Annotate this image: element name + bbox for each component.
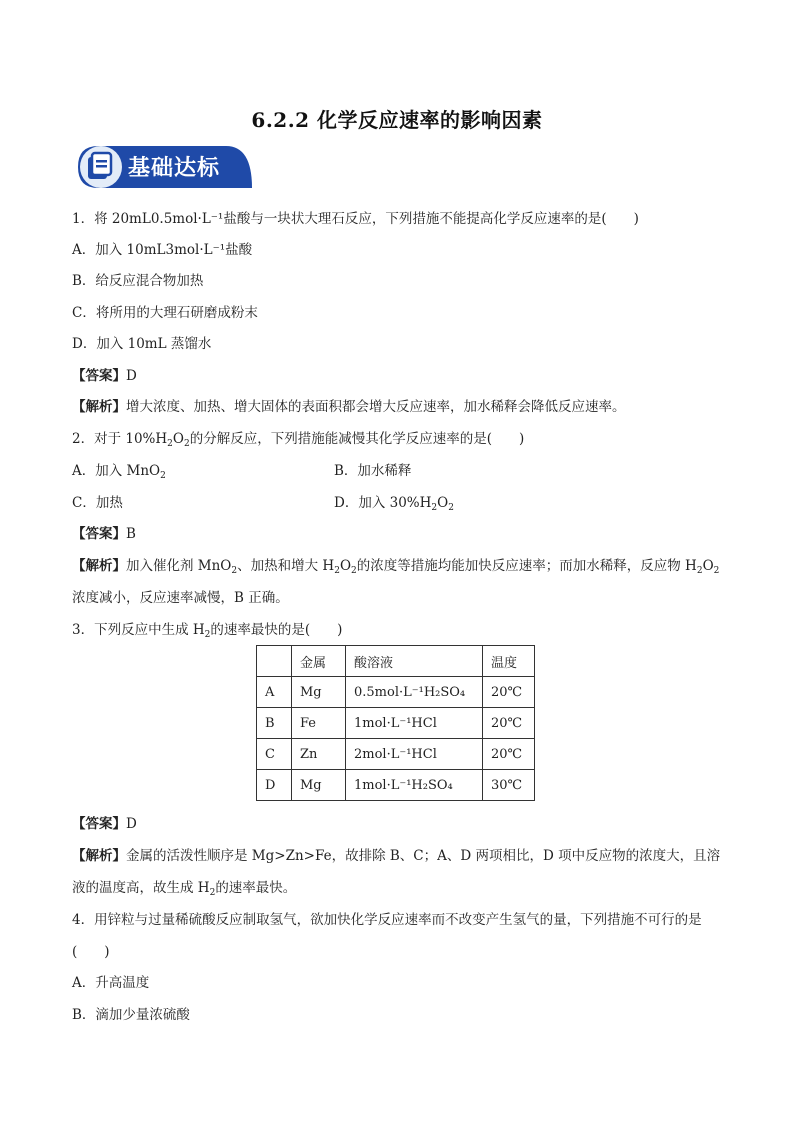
q2-analysis-cont: 浓度减小，反应速率减慢，B 正确。 xyxy=(72,590,289,606)
q1-stem: 1．将 20mL0.5mol·L⁻¹盐酸与一块状大理石反应，下列措施不能提高化学反应速率的是( ) xyxy=(72,211,639,227)
subscript: 2 xyxy=(160,471,166,481)
subscript: 2 xyxy=(351,566,357,576)
subscript: 2 xyxy=(231,566,238,576)
analysis-text: 液的温度高，故生成 H xyxy=(72,880,210,896)
table-cell: C xyxy=(257,739,292,770)
header-cell xyxy=(257,646,292,677)
subscript: 2 xyxy=(448,503,454,513)
option-text: D．加入 30%H xyxy=(334,495,432,511)
answer-value: D xyxy=(126,816,137,832)
table-header-row xyxy=(257,646,535,677)
q4-option-b: B．滴加少量浓硫酸 xyxy=(72,1007,190,1023)
section-banner xyxy=(76,142,254,192)
stem-part: 的速率最快的是( ) xyxy=(210,622,343,638)
table-cell: 2mol·L⁻¹HCl xyxy=(346,739,483,770)
q2-option-b: B．加水稀释 xyxy=(334,463,412,479)
banner-label: 基础达标 xyxy=(128,156,221,181)
page-title: 6.2.2 化学反应速率的影响因素 xyxy=(251,108,543,132)
answer-value: B xyxy=(126,526,136,542)
header-cell: 金属 xyxy=(292,646,346,677)
table-cell: 30℃ xyxy=(483,770,535,801)
analysis-text: 加入催化剂 MnO xyxy=(126,558,232,574)
answer-tag: 【答案】 xyxy=(72,816,126,832)
subscript: 2 xyxy=(167,439,173,449)
table-cell: A xyxy=(257,677,292,708)
q2-analysis: 【解析】加入催化剂 MnO$_2$、加热和增大 $H_2O_2$的浓度等措施均能加快反应速率；而加水稀释，反应物 $H_2O_2$ xyxy=(72,558,720,576)
analysis-text: 的速率最快。 xyxy=(215,880,297,896)
q1-option-a: A．加入 10mL3mol·L⁻¹盐酸 xyxy=(72,242,253,258)
subscript: 2 xyxy=(696,566,703,576)
answer-value: D xyxy=(126,368,137,384)
q1-option-c: C．将所用的大理石研磨成粉末 xyxy=(72,305,258,321)
subscript: 2 xyxy=(334,566,340,576)
analysis-text: 、加热和增大 H xyxy=(237,558,335,574)
analysis-tag: 【解析】 xyxy=(72,848,126,864)
q3-analysis-cont xyxy=(72,878,296,903)
table-cell: 20℃ xyxy=(483,677,535,708)
table-cell: Zn xyxy=(292,739,346,770)
q3-analysis xyxy=(72,846,720,866)
analysis-text: 增大浓度、加热、增大固体的表面积都会增大反应速率，加水稀释会降低反应速率。 xyxy=(126,399,626,415)
table-cell: 0.5mol·L⁻¹H₂SO₄ xyxy=(346,677,483,708)
q2-option-d: D．加入 $30\%H_2O_2$ xyxy=(334,495,454,513)
stem-part: 2．对于 10%H xyxy=(72,431,168,447)
q2-answer xyxy=(72,524,136,544)
subscript: 2 xyxy=(204,630,211,640)
q1-analysis xyxy=(72,397,626,417)
analysis-text: 金属的活泼性顺序是 Mg>Zn>Fe，故排除 B、C；A、D 两项相比，D 项中反应物的浓度大，且溶 xyxy=(126,848,721,864)
q2-stem: 2．对于 $10\%H_2O_2$的分解反应，下列措施能减慢其化学反应速率的是( ) xyxy=(72,431,525,449)
q2-option-a xyxy=(72,461,166,486)
q4-option-a: A．升高温度 xyxy=(72,975,150,991)
q1-option-b: B．给反应混合物加热 xyxy=(72,273,204,289)
header-cell: 温度 xyxy=(483,646,535,677)
table-row xyxy=(257,677,535,708)
table-cell: Fe xyxy=(292,708,346,739)
q1-answer xyxy=(72,366,137,386)
table-cell: 20℃ xyxy=(483,708,535,739)
stem-part: 的分解反应，下列措施能减慢其化学反应速率的是( ) xyxy=(189,431,525,447)
subscript: 2 xyxy=(431,503,438,513)
table-cell: B xyxy=(257,708,292,739)
q3-table xyxy=(256,645,535,801)
table-cell: 1mol·L⁻¹H₂SO₄ xyxy=(346,770,483,801)
table-cell: 20℃ xyxy=(483,739,535,770)
table-cell: Mg xyxy=(292,677,346,708)
q4-stem-cont: ( ) xyxy=(72,944,110,960)
answer-tag: 【答案】 xyxy=(72,526,126,542)
analysis-text: 的浓度等措施均能加快反应速率；而加水稀释，反应物 H xyxy=(356,558,697,574)
table-cell: D xyxy=(257,770,292,801)
analysis-tag: 【解析】 xyxy=(72,399,126,415)
q3-stem xyxy=(72,620,342,645)
answer-tag: 【答案】 xyxy=(72,368,126,384)
q2-option-c: C．加热 xyxy=(72,495,123,511)
q3-answer xyxy=(72,814,137,834)
analysis-tag: 【解析】 xyxy=(72,558,126,574)
document-icon xyxy=(88,153,111,179)
table-cell: 1mol·L⁻¹HCl xyxy=(346,708,483,739)
q1-option-d: D．加入 10mL 蒸馏水 xyxy=(72,336,212,352)
subscript: 2 xyxy=(713,566,720,576)
option-text: A．加入 MnO xyxy=(72,463,161,479)
table-row xyxy=(257,770,535,801)
stem-part: 3．下列反应中生成 H xyxy=(72,622,205,638)
table-row xyxy=(257,708,535,739)
subscript: 2 xyxy=(183,439,190,449)
table-row xyxy=(257,739,535,770)
table-cell: Mg xyxy=(292,770,346,801)
q4-stem: 4．用锌粒与过量稀硫酸反应制取氢气，欲加快化学反应速率而不改变产生氢气的量，下列措施不可行的是 xyxy=(72,912,702,928)
header-cell: 酸溶液 xyxy=(346,646,483,677)
subscript: 2 xyxy=(209,888,216,898)
